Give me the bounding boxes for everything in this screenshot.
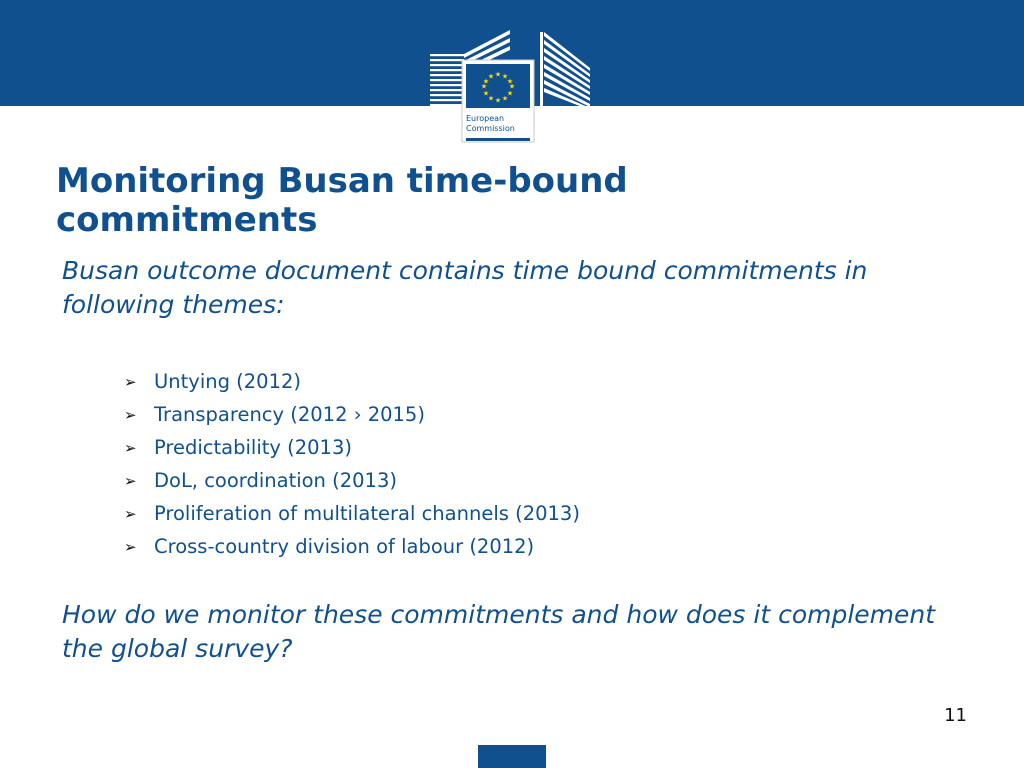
svg-text:★: ★	[508, 82, 516, 91]
svg-text:★: ★	[482, 89, 490, 98]
arrow-bullet-icon: ➢	[124, 504, 137, 523]
page-number: 11	[944, 705, 967, 726]
list-item-label: Predictability (2013)	[154, 436, 352, 459]
arrow-bullet-icon: ➢	[124, 405, 137, 424]
list-item-label: Untying (2012)	[154, 370, 302, 393]
slide-title-line2: commitments	[56, 200, 318, 240]
svg-text:★: ★	[501, 72, 509, 81]
footer-tab	[478, 745, 546, 768]
list-item	[124, 464, 580, 497]
svg-text:★: ★	[494, 96, 502, 105]
slide-title-line1: Monitoring Busan time-bound	[56, 161, 628, 201]
svg-text:★: ★	[506, 77, 514, 86]
building-right-wing	[540, 32, 590, 110]
commitment-list	[124, 365, 580, 563]
slide-title	[56, 162, 776, 240]
logo-text	[466, 114, 536, 134]
list-item	[124, 398, 580, 431]
svg-text:★: ★	[494, 70, 502, 79]
svg-text:★: ★	[501, 94, 509, 103]
list-item	[124, 497, 580, 530]
list-item	[124, 365, 580, 398]
list-item-label: Proliferation of multilateral channels (2013)	[154, 502, 580, 525]
svg-text:★: ★	[487, 72, 495, 81]
list-item-label: Cross-country division of labour (2012)	[154, 535, 535, 558]
svg-text:★: ★	[487, 94, 495, 103]
list-item	[124, 530, 580, 563]
logo-text-line1: European	[466, 114, 505, 123]
intro-text: Busan outcome document contains time bound commitments in following themes:	[62, 256, 868, 319]
question-text: How do we monitor these commitments and how does it complement the global survey?	[62, 600, 936, 663]
arrow-bullet-icon: ➢	[124, 471, 137, 490]
arrow-bullet-icon: ➢	[124, 372, 137, 391]
svg-text:★: ★	[482, 77, 490, 86]
arrow-bullet-icon: ➢	[124, 438, 137, 457]
arrow-bullet-icon: ➢	[124, 537, 137, 556]
list-item	[124, 431, 580, 464]
logo-text-line2: Commission	[466, 124, 515, 133]
svg-text:★: ★	[480, 82, 488, 91]
list-item-label: DoL, coordination (2013)	[154, 469, 397, 492]
european-commission-logo	[428, 28, 594, 144]
list-item-label: Transparency (2012 › 2015)	[154, 403, 425, 426]
svg-text:★: ★	[506, 89, 514, 98]
